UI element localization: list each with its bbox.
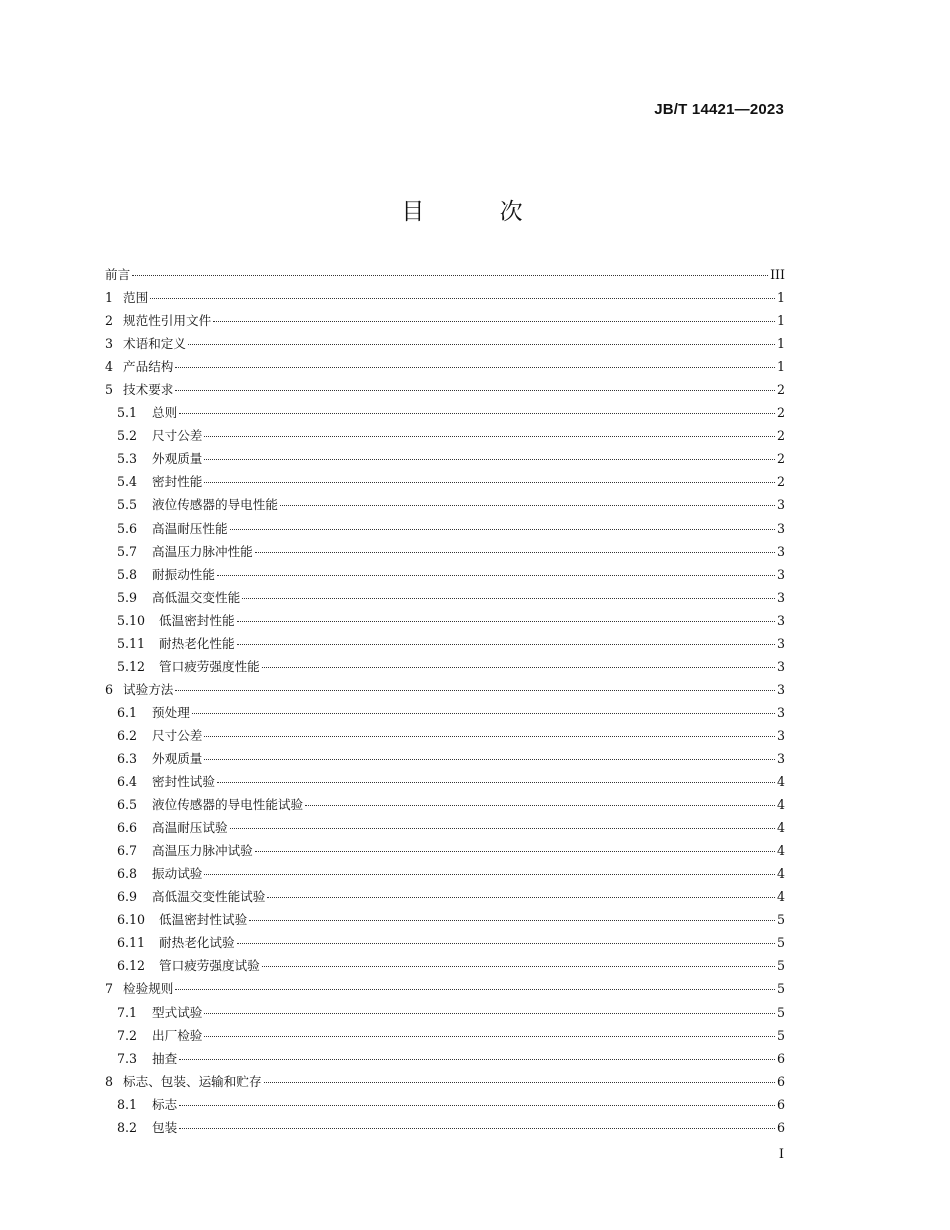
toc-entry-label: 试验方法	[123, 681, 174, 697]
toc-dot-leader	[150, 298, 775, 299]
toc-entry[interactable]	[105, 447, 785, 470]
toc-entry-page: 5	[776, 1004, 785, 1020]
toc-entry-page: 5	[776, 935, 785, 951]
toc-dot-leader	[132, 275, 768, 276]
toc-entry[interactable]	[105, 332, 785, 355]
toc-entry-number: 5.12	[117, 658, 146, 674]
toc-entry-label: 尺寸公差	[152, 727, 203, 743]
toc-dot-leader	[237, 644, 775, 645]
toc-entry[interactable]	[105, 632, 785, 655]
toc-entry-number: 5.5	[117, 497, 138, 513]
toc-dot-leader	[179, 1059, 775, 1060]
toc-entry-number: 6.3	[117, 750, 138, 766]
toc-entry-page: 4	[776, 889, 785, 905]
toc-entry-label: 出厂检验	[152, 1027, 203, 1043]
toc-dot-leader	[213, 321, 775, 322]
toc-entry[interactable]	[105, 1024, 785, 1047]
toc-entry-number: 7.3	[117, 1050, 138, 1066]
toc-entry[interactable]	[105, 586, 785, 609]
toc-entry-page: 3	[776, 497, 785, 513]
toc-entry-number: 6.11	[117, 935, 146, 951]
toc-entry-label: 总则	[152, 405, 178, 421]
toc-entry-label: 前言	[105, 267, 131, 282]
toc-entry-number: 7	[105, 981, 114, 997]
toc-entry-number: 8.2	[117, 1119, 138, 1135]
toc-dot-leader	[175, 690, 775, 691]
toc-entry-number: 5	[105, 382, 114, 398]
toc-entry-number: 6.7	[117, 843, 138, 859]
toc-entry-page: 2	[776, 474, 785, 490]
toc-entry[interactable]	[105, 540, 785, 563]
toc-entry-number: 5.3	[117, 451, 138, 467]
toc-entry[interactable]	[105, 862, 785, 885]
toc-entry-page: 3	[776, 589, 785, 605]
toc-entry-number: 6.4	[117, 774, 138, 790]
toc-dot-leader	[237, 943, 775, 944]
toc-entry-label: 范围	[123, 290, 149, 306]
toc-entry[interactable]	[105, 470, 785, 493]
toc-entry-page: 2	[776, 405, 785, 421]
toc-entry-page: 1	[776, 313, 785, 329]
toc-dot-leader	[175, 367, 775, 368]
toc-dot-leader	[204, 736, 775, 737]
toc-entry-number: 5.7	[117, 543, 138, 559]
toc-entry-label: 标志	[152, 1096, 178, 1112]
toc-entry-label: 检验规则	[123, 981, 174, 997]
toc-dot-leader	[230, 828, 775, 829]
toc-entry[interactable]	[105, 770, 785, 793]
toc-entry-number: 6.5	[117, 797, 138, 813]
toc-entry-page: 3	[776, 612, 785, 628]
toc-entry-label: 管口疲劳强度性能	[159, 658, 260, 674]
toc-dot-leader	[204, 1013, 775, 1014]
toc-entry[interactable]	[105, 724, 785, 747]
toc-entry-page: 6	[776, 1096, 785, 1112]
toc-entry-label: 耐振动性能	[152, 566, 215, 582]
toc-entry-page: 3	[776, 520, 785, 536]
toc-entry-page: 5	[776, 958, 785, 974]
toc-entry-number: 5.11	[117, 635, 146, 651]
toc-dot-leader	[262, 667, 775, 668]
toc-dot-leader	[217, 575, 775, 576]
toc-dot-leader	[179, 1105, 775, 1106]
toc-entry-label: 产品结构	[123, 359, 174, 375]
toc-entry-label: 耐热老化试验	[159, 935, 235, 951]
toc-entry-number: 5.10	[117, 612, 146, 628]
toc-entry-page: 5	[776, 981, 785, 997]
toc-entry-label: 高低温交变性能	[152, 589, 241, 605]
toc-dot-leader	[242, 598, 775, 599]
toc-entry[interactable]	[105, 263, 785, 286]
toc-entry-page: 2	[776, 428, 785, 444]
toc-entry-number: 3	[105, 336, 114, 352]
toc-dot-leader	[267, 897, 775, 898]
toc-entry-number: 6.8	[117, 866, 138, 882]
toc-entry-page: 4	[776, 843, 785, 859]
toc-entry-label: 包装	[152, 1119, 178, 1135]
toc-entry-label: 标志、包装、运输和贮存	[123, 1073, 262, 1089]
toc-entry-page: 4	[776, 774, 785, 790]
toc-entry-page: 3	[776, 543, 785, 559]
toc-dot-leader	[280, 505, 775, 506]
document-code: JB/T 14421—2023	[654, 101, 784, 118]
toc-dot-leader	[175, 390, 775, 391]
toc-entry[interactable]	[105, 609, 785, 632]
toc-entry-number: 5.6	[117, 520, 138, 536]
toc-entry-number: 5.2	[117, 428, 138, 444]
toc-dot-leader	[305, 805, 775, 806]
toc-dot-leader	[204, 874, 775, 875]
toc-entry[interactable]	[105, 908, 785, 931]
toc-dot-leader	[204, 482, 775, 483]
toc-entry[interactable]	[105, 378, 785, 401]
toc-dot-leader	[204, 759, 775, 760]
toc-entry-label: 规范性引用文件	[123, 313, 212, 329]
toc-entry[interactable]	[105, 931, 785, 954]
toc-entry-page: 3	[776, 658, 785, 674]
toc-entry[interactable]	[105, 816, 785, 839]
toc-entry[interactable]	[105, 286, 785, 309]
toc-entry-label: 抽查	[152, 1050, 178, 1066]
page-title: 目 次	[401, 199, 557, 225]
toc-entry[interactable]	[105, 517, 785, 540]
toc-entry[interactable]	[105, 839, 785, 862]
toc-entry-page: 5	[776, 912, 785, 928]
toc-entry-number: 7.2	[117, 1027, 138, 1043]
toc-entry-page: 3	[776, 727, 785, 743]
toc-dot-leader	[204, 1036, 775, 1037]
toc-entry[interactable]	[105, 885, 785, 908]
toc-dot-leader	[204, 436, 775, 437]
toc-entry-number: 6.10	[117, 912, 146, 928]
toc-entry-number: 2	[105, 313, 114, 329]
toc-dot-leader	[204, 459, 775, 460]
toc-entry-label: 术语和定义	[123, 336, 186, 352]
toc-entry-number: 1	[105, 290, 114, 306]
toc-entry[interactable]	[105, 1093, 785, 1116]
toc-entry-label: 管口疲劳强度试验	[159, 958, 260, 974]
toc-entry-number: 6.12	[117, 958, 146, 974]
toc-entry[interactable]	[105, 1001, 785, 1024]
toc-entry-page: 3	[776, 750, 785, 766]
toc-entry-number: 5.9	[117, 589, 138, 605]
toc-entry-number: 5.8	[117, 566, 138, 582]
toc-dot-leader	[230, 529, 775, 530]
toc-entry-page: 4	[776, 866, 785, 882]
toc-entry-number: 8	[105, 1073, 114, 1089]
toc-entry-page: 4	[776, 820, 785, 836]
toc-entry-page: 5	[776, 1027, 785, 1043]
toc-entry-page: 2	[776, 382, 785, 398]
toc-dot-leader	[255, 552, 775, 553]
toc-entry-page: 3	[776, 635, 785, 651]
toc-entry-label: 高低温交变性能试验	[152, 889, 266, 905]
toc-entry-label: 预处理	[152, 704, 190, 720]
toc-entry[interactable]	[105, 793, 785, 816]
toc-entry-page: 6	[776, 1050, 785, 1066]
toc-entry-page: III	[770, 267, 785, 282]
toc-entry-label: 振动试验	[152, 866, 203, 882]
toc-entry-label: 密封性试验	[152, 774, 215, 790]
toc-entry-number: 5.4	[117, 474, 138, 490]
toc-entry-label: 低温密封性试验	[159, 912, 248, 928]
toc-dot-leader	[179, 413, 775, 414]
toc-entry-page: 3	[776, 566, 785, 582]
toc-entry[interactable]	[105, 747, 785, 770]
toc-entry-page: 4	[776, 797, 785, 813]
toc-entry-label: 高温耐压性能	[152, 520, 228, 536]
toc-entry-page: 3	[776, 681, 785, 697]
toc-entry[interactable]	[105, 424, 785, 447]
toc-entry[interactable]	[105, 401, 785, 424]
toc-entry-page: 1	[776, 336, 785, 352]
toc-entry-number: 6.1	[117, 704, 138, 720]
toc-entry[interactable]	[105, 678, 785, 701]
toc-entry-label: 低温密封性能	[159, 612, 235, 628]
toc-dot-leader	[264, 1082, 775, 1083]
toc-dot-leader	[249, 920, 775, 921]
toc-entry[interactable]	[105, 1070, 785, 1093]
toc-entry-number: 4	[105, 359, 114, 375]
toc-entry-label: 耐热老化性能	[159, 635, 235, 651]
toc-dot-leader	[262, 966, 775, 967]
toc-dot-leader	[179, 1128, 775, 1129]
toc-entry[interactable]	[105, 1047, 785, 1070]
toc-entry-number: 6	[105, 681, 114, 697]
toc-entry-label: 液位传感器的导电性能	[152, 497, 278, 513]
toc-entry[interactable]	[105, 355, 785, 378]
toc-entry[interactable]	[105, 701, 785, 724]
toc-entry-page: 1	[776, 290, 785, 306]
toc-entry-page: 1	[776, 359, 785, 375]
toc-entry[interactable]	[105, 977, 785, 1000]
page-number: I	[778, 1147, 784, 1162]
toc-entry-number: 6.6	[117, 820, 138, 836]
toc-dot-leader	[255, 851, 775, 852]
toc-dot-leader	[175, 989, 775, 990]
toc-dot-leader	[192, 713, 775, 714]
toc-dot-leader	[237, 621, 775, 622]
toc-entry-label: 高温压力脉冲性能	[152, 543, 253, 559]
table-of-contents	[105, 263, 785, 1139]
toc-entry-label: 型式试验	[152, 1004, 203, 1020]
toc-entry-number: 6.9	[117, 889, 138, 905]
toc-dot-leader	[217, 782, 775, 783]
toc-entry-page: 3	[776, 704, 785, 720]
toc-entry-label: 密封性能	[152, 474, 203, 490]
toc-entry[interactable]	[105, 954, 785, 977]
toc-entry-label: 外观质量	[152, 451, 203, 467]
toc-dot-leader	[188, 344, 775, 345]
toc-entry-label: 技术要求	[123, 382, 174, 398]
toc-entry-label: 高温压力脉冲试验	[152, 843, 253, 859]
toc-entry[interactable]	[105, 1116, 785, 1139]
toc-entry-page: 6	[776, 1073, 785, 1089]
toc-entry-page: 2	[776, 451, 785, 467]
toc-entry-label: 高温耐压试验	[152, 820, 228, 836]
toc-entry-label: 尺寸公差	[152, 428, 203, 444]
toc-entry-label: 外观质量	[152, 750, 203, 766]
toc-entry-number: 8.1	[117, 1096, 138, 1112]
toc-entry-number: 6.2	[117, 727, 138, 743]
toc-entry[interactable]	[105, 309, 785, 332]
toc-entry-label: 液位传感器的导电性能试验	[152, 797, 304, 813]
toc-entry-number: 7.1	[117, 1004, 138, 1020]
toc-entry[interactable]	[105, 655, 785, 678]
toc-entry[interactable]	[105, 563, 785, 586]
toc-entry-page: 6	[776, 1119, 785, 1135]
toc-entry-number: 5.1	[117, 405, 138, 421]
toc-entry[interactable]	[105, 493, 785, 516]
